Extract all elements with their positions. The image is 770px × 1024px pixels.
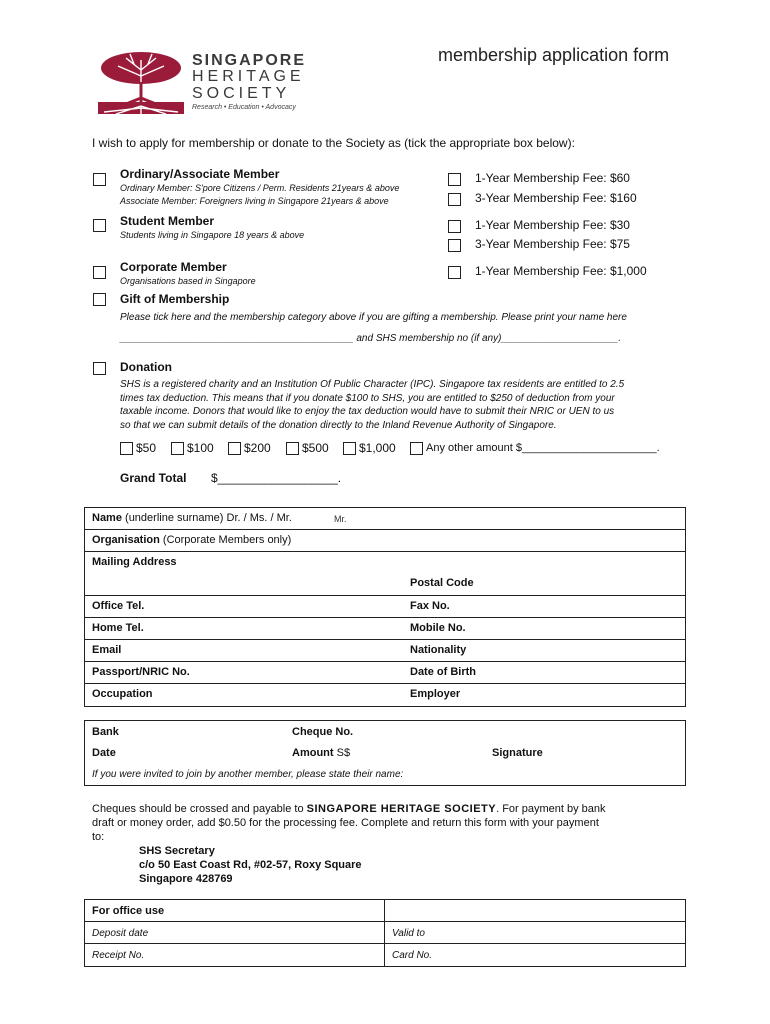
name-value[interactable]: Mr. bbox=[334, 514, 347, 524]
heritage-tree-icon bbox=[96, 50, 186, 114]
office-tel-label: Office Tel. bbox=[92, 600, 145, 612]
ordinary-3yr-fee: 3-Year Membership Fee: $160 bbox=[475, 191, 637, 205]
donation-text-3: taxable income. Donors that would like to enjoy the tax deduction would have to submit their NRIC or UEN to us bbox=[120, 406, 615, 417]
donation-text-1: SHS is a registered charity and an Institution Of Public Character (IPC). Singapore tax residents are entitled to 2.5 bbox=[120, 379, 625, 390]
donation-other-checkbox[interactable] bbox=[410, 442, 423, 455]
associate-member-desc: Associate Member: Foreigners living in Singapore 21years & above bbox=[120, 196, 389, 206]
payee-name: SINGAPORE HERITAGE SOCIETY bbox=[306, 803, 497, 815]
student-member-label: Student Member bbox=[120, 214, 215, 228]
address-line2: c/o 50 East Coast Rd, #02-57, Roxy Square bbox=[139, 859, 362, 871]
payment-instructions-line3: to: bbox=[92, 831, 105, 843]
instructions-pre: Cheques should be crossed and payable to bbox=[92, 803, 307, 815]
ordinary-member-label: Ordinary/Associate Member bbox=[120, 167, 280, 181]
address-line3: Singapore 428769 bbox=[139, 873, 233, 885]
donation-200-label: $200 bbox=[244, 441, 271, 455]
logo-tagline: Research • Education • Advocacy bbox=[192, 104, 296, 111]
amount-currency: S$ bbox=[336, 747, 351, 759]
office-use-table bbox=[84, 899, 686, 967]
logo-line2: HERITAGE bbox=[192, 68, 305, 85]
office-use-header: For office use bbox=[92, 905, 165, 917]
ordinary-member-checkbox[interactable] bbox=[93, 173, 106, 186]
donation-1000-label: $1,000 bbox=[359, 441, 396, 455]
occupation-label: Occupation bbox=[92, 688, 153, 700]
name-field[interactable] bbox=[92, 512, 292, 524]
instructions-post: . For payment by bank bbox=[496, 803, 606, 815]
gift-name-field[interactable]: __________________________________________ and SHS membership no (if any)_____________________. bbox=[120, 333, 621, 344]
name-hint: (underline surname) Dr. / Ms. / Mr. bbox=[125, 512, 292, 524]
home-tel-label: Home Tel. bbox=[92, 622, 144, 634]
payment-instructions-line1 bbox=[92, 803, 606, 815]
corporate-member-desc: Organisations based in Singapore bbox=[120, 276, 256, 286]
mailing-address-label: Mailing Address bbox=[92, 556, 177, 568]
grand-total-field[interactable]: $__________________. bbox=[211, 471, 342, 485]
student-3yr-fee: 3-Year Membership Fee: $75 bbox=[475, 237, 630, 251]
postal-code-label: Postal Code bbox=[410, 577, 474, 589]
corporate-member-label: Corporate Member bbox=[120, 260, 227, 274]
bank-label: Bank bbox=[92, 726, 119, 738]
corporate-1yr-fee: 1-Year Membership Fee: $1,000 bbox=[475, 264, 647, 278]
donation-50-label: $50 bbox=[136, 441, 157, 455]
student-1yr-fee: 1-Year Membership Fee: $30 bbox=[475, 218, 630, 232]
amount-label: Amount bbox=[292, 747, 334, 759]
corporate-1yr-checkbox[interactable] bbox=[448, 266, 461, 279]
student-member-checkbox[interactable] bbox=[93, 219, 106, 232]
organisation-hint: (Corporate Members only) bbox=[162, 534, 292, 546]
name-label: Name bbox=[92, 512, 122, 524]
invited-by-label: If you were invited to join by another member, please state their name: bbox=[92, 769, 404, 780]
fax-label: Fax No. bbox=[410, 600, 450, 612]
donation-200-checkbox[interactable] bbox=[228, 442, 241, 455]
donation-other-field[interactable]: Any other amount $______________________. bbox=[426, 442, 660, 454]
organisation-field[interactable] bbox=[92, 534, 291, 546]
donation-1000-checkbox[interactable] bbox=[343, 442, 356, 455]
passport-label: Passport/NRIC No. bbox=[92, 666, 190, 678]
donation-label: Donation bbox=[120, 360, 172, 374]
valid-to-label: Valid to bbox=[392, 928, 425, 939]
logo-line3: SOCIETY bbox=[192, 85, 291, 102]
amount-field[interactable] bbox=[292, 747, 350, 759]
donation-checkbox[interactable] bbox=[93, 362, 106, 375]
date-label: Date bbox=[92, 747, 116, 759]
student-1yr-checkbox[interactable] bbox=[448, 220, 461, 233]
ordinary-3yr-checkbox[interactable] bbox=[448, 193, 461, 206]
mobile-label: Mobile No. bbox=[410, 622, 466, 634]
signature-label: Signature bbox=[492, 747, 543, 759]
card-no-label: Card No. bbox=[392, 950, 433, 961]
email-label: Email bbox=[92, 644, 122, 656]
donation-100-checkbox[interactable] bbox=[171, 442, 184, 455]
ordinary-1yr-fee: 1-Year Membership Fee: $60 bbox=[475, 171, 630, 185]
grand-total-label: Grand Total bbox=[120, 471, 187, 485]
organisation-label: Organisation bbox=[92, 534, 160, 546]
donation-500-checkbox[interactable] bbox=[286, 442, 299, 455]
dob-label: Date of Birth bbox=[410, 666, 476, 678]
gift-membership-label: Gift of Membership bbox=[120, 292, 230, 306]
address-line1: SHS Secretary bbox=[139, 845, 215, 857]
receipt-no-label: Receipt No. bbox=[92, 950, 145, 961]
deposit-date-label: Deposit date bbox=[92, 928, 149, 939]
intro-text: I wish to apply for membership or donate to the Society as (tick the appropriate box below): bbox=[92, 136, 575, 150]
donation-500-label: $500 bbox=[302, 441, 329, 455]
donation-100-label: $100 bbox=[187, 441, 214, 455]
donation-50-checkbox[interactable] bbox=[120, 442, 133, 455]
cheque-label: Cheque No. bbox=[292, 726, 354, 738]
corporate-member-checkbox[interactable] bbox=[93, 266, 106, 279]
gift-instructions: Please tick here and the membership category above if you are gifting a membership. Please print your name here bbox=[120, 312, 627, 323]
student-member-desc: Students living in Singapore 18 years & above bbox=[120, 230, 305, 240]
ordinary-1yr-checkbox[interactable] bbox=[448, 173, 461, 186]
student-3yr-checkbox[interactable] bbox=[448, 239, 461, 252]
payment-instructions-line2: draft or money order, add $0.50 for the processing fee. Complete and return this form with your payment bbox=[92, 817, 599, 829]
gift-membership-checkbox[interactable] bbox=[93, 293, 106, 306]
donation-text-4: so that we can submit details of the donation directly to the Inland Revenue Authority of Singapore. bbox=[120, 420, 557, 431]
form-title: membership application form bbox=[438, 45, 670, 65]
nationality-label: Nationality bbox=[410, 644, 467, 656]
donation-text-2: times tax deduction. This means that if you donate $100 to SHS, you are entitled to $250 of deduction from your bbox=[120, 393, 615, 404]
ordinary-member-desc: Ordinary Member: S'pore Citizens / Perm. Residents 21years & above bbox=[120, 183, 400, 193]
logo bbox=[96, 48, 326, 116]
employer-label: Employer bbox=[410, 688, 461, 700]
logo-line1: SINGAPORE bbox=[192, 52, 307, 69]
